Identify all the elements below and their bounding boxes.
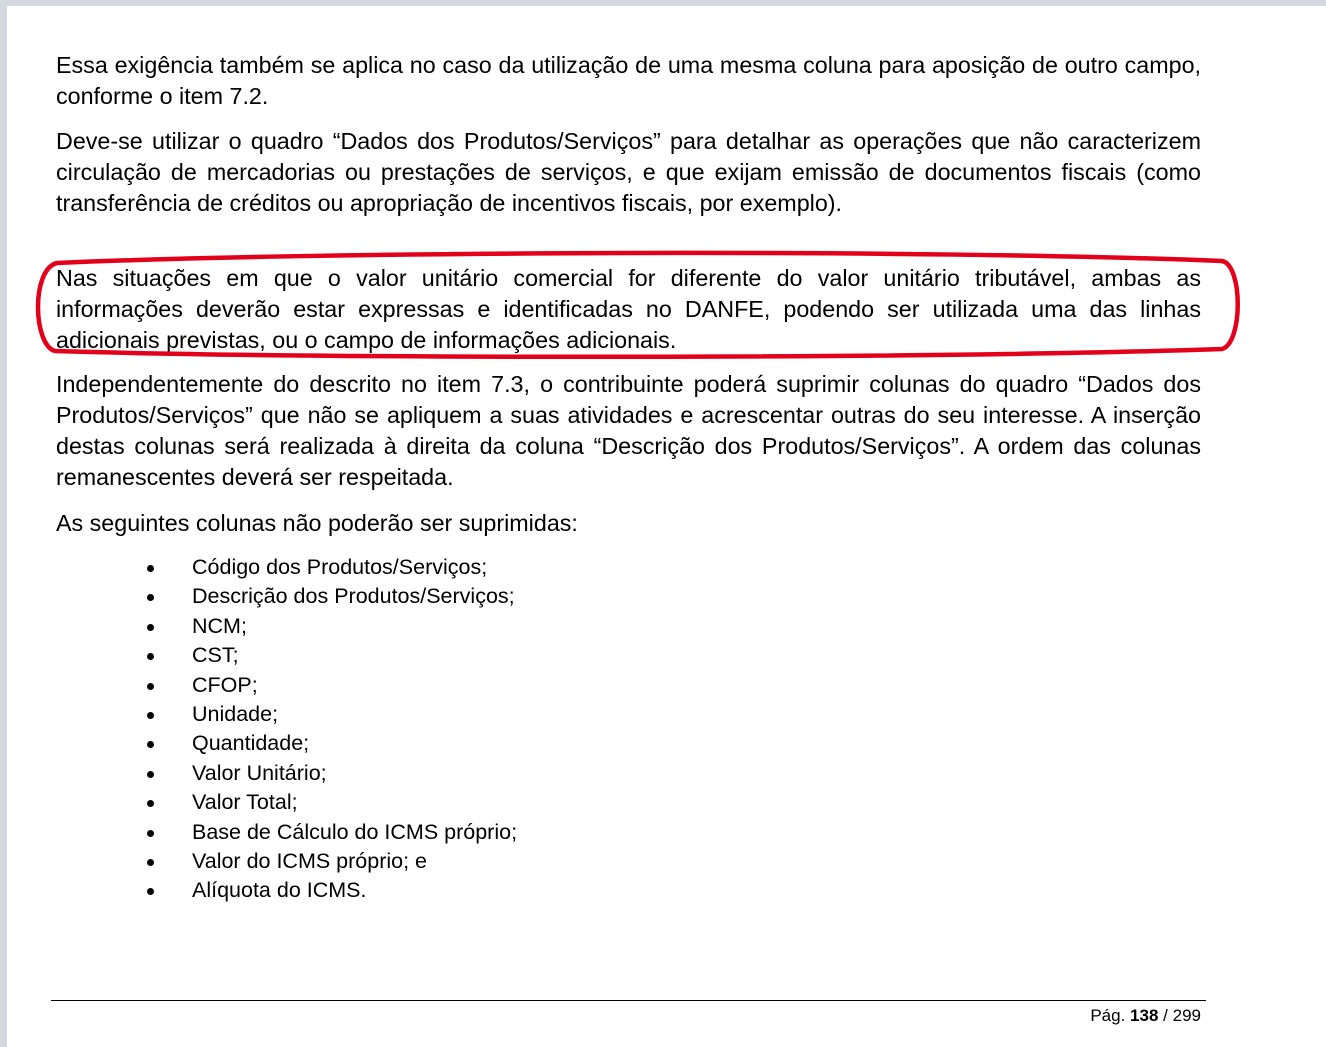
document-page[interactable] — [7, 6, 1326, 1047]
page-prefix: Pág. — [1090, 1006, 1126, 1025]
bullet-icon — [147, 741, 154, 748]
list-item: Valor Total; — [143, 788, 517, 817]
bullet-icon — [147, 565, 154, 572]
list-item: Alíquota do ICMS. — [143, 876, 517, 905]
list-item: Código dos Produtos/Serviços; — [143, 553, 517, 582]
paragraph-list-intro: As seguintes colunas não poderão ser suprimidas: — [56, 510, 578, 536]
bullet-icon — [147, 683, 154, 690]
list-item: Valor do ICMS próprio; e — [143, 847, 517, 876]
bullet-icon — [147, 830, 154, 837]
bullet-icon — [147, 712, 154, 719]
paragraph-suppress-columns: Independentemente do descrito no item 7.3, o contribuinte poderá suprimir colunas do quadro “Dados dos Produtos/Serviços” que não se apliquem a suas atividades e acrescentar outras do seu interesse. A inserção destas colunas será realizada à direita da coluna “Descrição dos Produtos/Serviços”. A ordem das colunas remanescentes deverá ser respeitada. — [56, 371, 1201, 490]
bullet-icon — [147, 653, 154, 660]
paragraph-highlighted-unit-value: Nas situações em que o valor unitário comercial for diferente do valor unitário tributável, ambas as informações deverão estar expressas e identificadas no DANFE, podendo ser utilizada uma das linhas adicionais previstas, ou o campo de informações adicionais. — [56, 265, 1201, 353]
list-item: Descrição dos Produtos/Serviços; — [143, 582, 517, 611]
list-item: Quantidade; — [143, 729, 517, 758]
page-separator: / — [1163, 1006, 1168, 1025]
bullet-icon — [147, 859, 154, 866]
list-item: NCM; — [143, 612, 517, 641]
bullet-icon — [147, 594, 154, 601]
current-page-number: 138 — [1130, 1006, 1159, 1025]
paragraph-products-services-table: Deve-se utilizar o quadro “Dados dos Produtos/Serviços” para detalhar as operações que não caracterizem circulação de mercadorias ou prestações de serviços, e que exijam emissão de documentos fiscais (como transferência de créditos ou apropriação de incentivos fiscais, por exemplo). — [56, 128, 1201, 216]
footer-divider — [51, 1000, 1206, 1001]
bullet-icon — [147, 624, 154, 631]
page-number — [1090, 1006, 1201, 1026]
list-item: CFOP; — [143, 671, 517, 700]
viewer-left-border — [0, 0, 7, 1047]
bullet-icon — [147, 800, 154, 807]
bullet-icon — [147, 888, 154, 895]
list-item: Unidade; — [143, 700, 517, 729]
total-pages: 299 — [1172, 1006, 1201, 1025]
list-item: Valor Unitário; — [143, 759, 517, 788]
paragraph-column-reuse: Essa exigência também se aplica no caso da utilização de uma mesma coluna para aposição de outro campo, conforme o item 7.2. — [56, 52, 1201, 109]
required-columns-list — [143, 553, 517, 906]
list-item: Base de Cálculo do ICMS próprio; — [143, 818, 517, 847]
list-item: CST; — [143, 641, 517, 670]
bullet-icon — [147, 771, 154, 778]
